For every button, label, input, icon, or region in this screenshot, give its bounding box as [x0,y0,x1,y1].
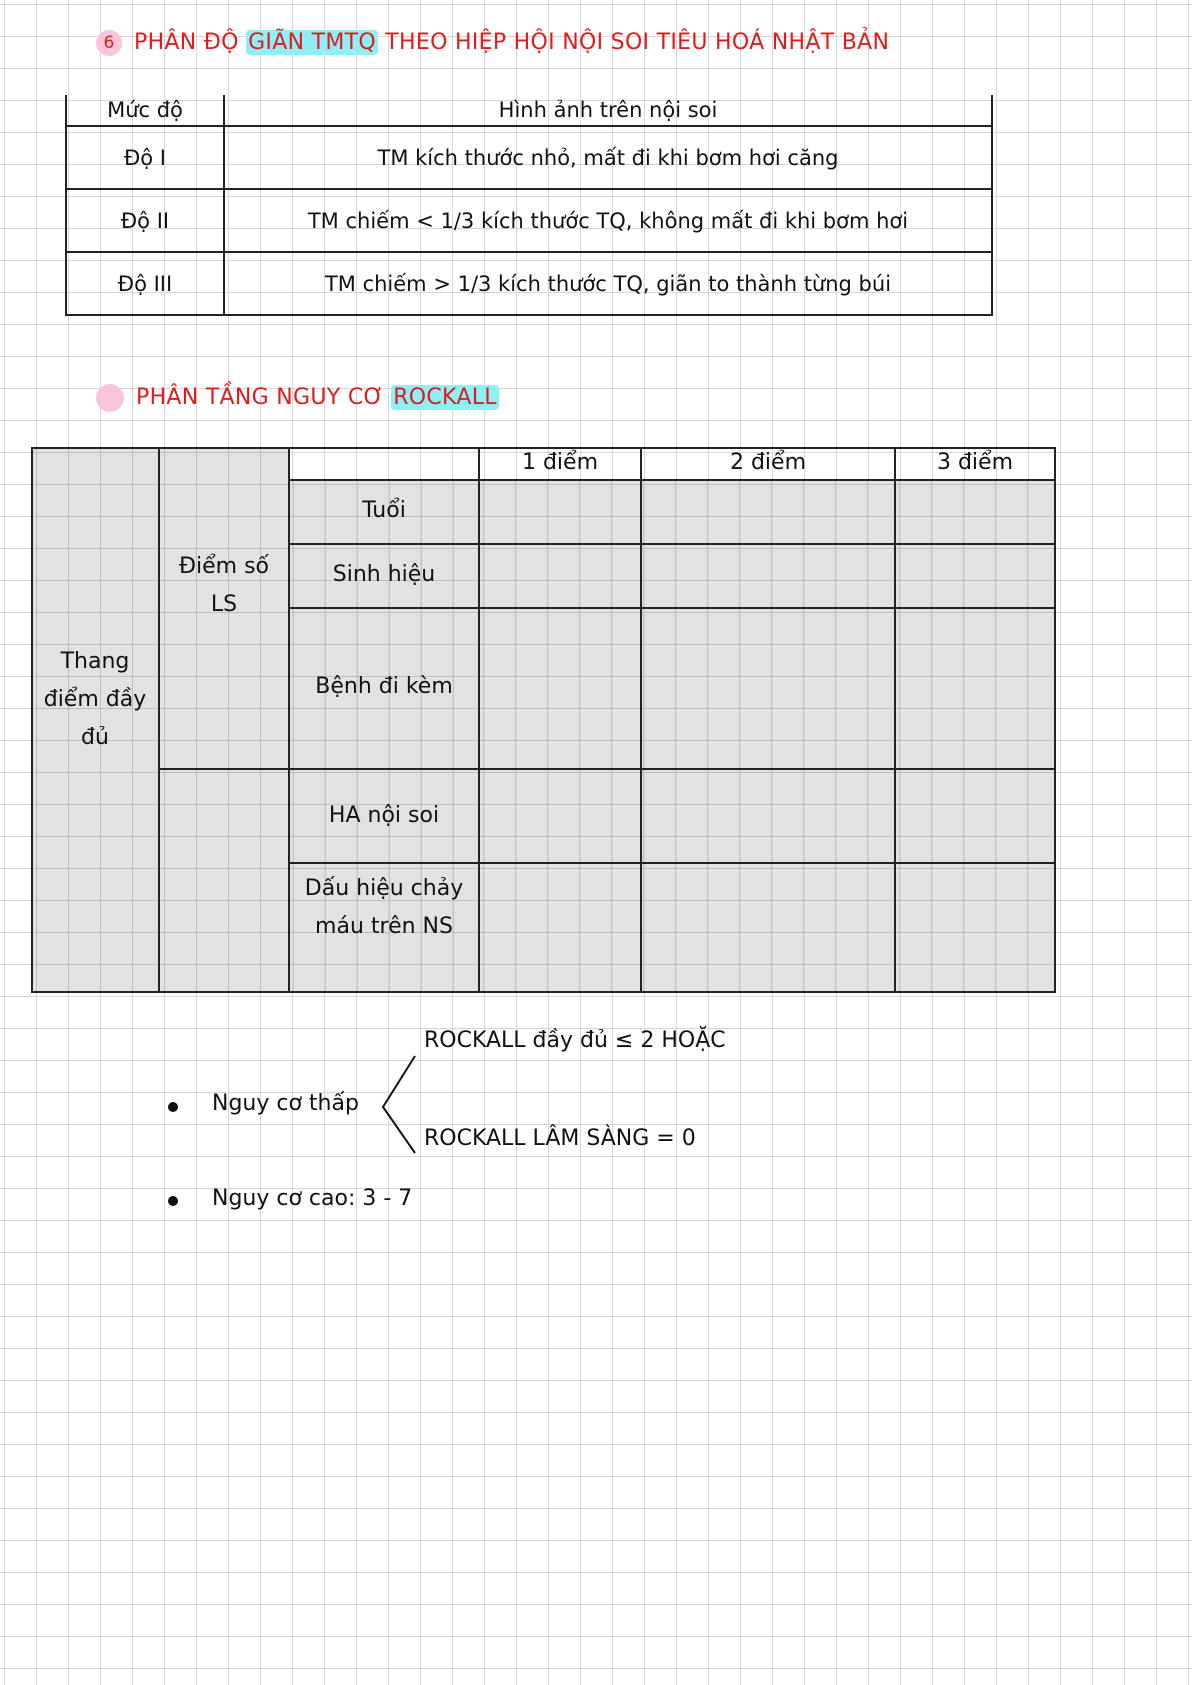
table-row [66,252,992,315]
grade-cell: Độ III [66,252,224,315]
rockall-line [640,447,642,993]
rockall-line [31,447,33,993]
varices-grade-table [65,95,993,316]
bullet-icon [168,1196,178,1206]
table-header-description: Hình ảnh trên nội soi [224,95,992,126]
rockall-line [1054,447,1056,993]
section-number-badge: 6 [96,30,122,56]
rockall-line [159,768,1056,770]
rockall-line [289,862,1056,864]
section-6-title-part2: THEO HIỆP HỘI NỘI SOI TIÊU HOÁ NHẬT BẢN [385,30,890,55]
rockall-group-label: Thang điểm đầy đủ [43,649,147,750]
criterion-endoscopic-diagnosis: HA nội soi [328,803,440,828]
table-row [66,126,992,189]
low-risk-condition-2: ROCKALL LÂM SÀNG = 0 [424,1126,696,1151]
rockall-fill-scores [479,480,1055,993]
rockall-line [894,447,896,993]
description-cell: TM kích thước nhỏ, mất đi khi bơm hơi căng [224,126,992,189]
rockall-heading [96,384,499,412]
criterion-vital-signs: Sinh hiệu [332,562,436,587]
table-row [66,189,992,252]
rockall-title-highlight: ROCKALL [393,385,497,410]
section-6-heading [96,30,889,56]
section-6-title-highlight: GIÃN TMTQ [248,30,376,55]
table-header-row [66,95,992,126]
grade-cell: Độ II [66,189,224,252]
grade-cell: Độ I [66,126,224,189]
rockall-line [289,607,1056,609]
low-risk-condition-1: ROCKALL đầy đủ ≤ 2 HOẶC [424,1028,726,1053]
rockall-line [32,991,1056,993]
bullet-icon [168,1102,178,1112]
criterion-bleeding-signs: Dấu hiệu chảy máu trên NS [304,876,464,939]
low-risk-label: Nguy cơ thấp [212,1091,359,1116]
rockall-line [158,447,160,993]
rockall-title-part1: PHÂN TẦNG NGUY CƠ [136,385,384,410]
pink-dot-icon [96,384,124,412]
criterion-comorbidity: Bệnh đi kèm [315,674,453,699]
brace-icon [378,1052,418,1156]
description-cell: TM chiếm > 1/3 kích thước TQ, giãn to thành từng búi [224,252,992,315]
rockall-header-1-point: 1 điểm [521,450,599,475]
rockall-line [478,447,480,993]
section-6-title-part1: PHÂN ĐỘ [134,30,239,55]
rockall-header-2-points: 2 điểm [729,450,807,475]
rockall-clinical-label: Điểm số LS [178,554,270,617]
description-cell: TM chiếm < 1/3 kích thước TQ, không mất đi khi bơm hơi [224,189,992,252]
table-header-grade: Mức độ [66,95,224,126]
criterion-age: Tuổi [362,498,406,523]
rockall-header-3-points: 3 điểm [936,450,1014,475]
rockall-line [289,543,1056,545]
high-risk-label: Nguy cơ cao: 3 - 7 [212,1186,413,1211]
